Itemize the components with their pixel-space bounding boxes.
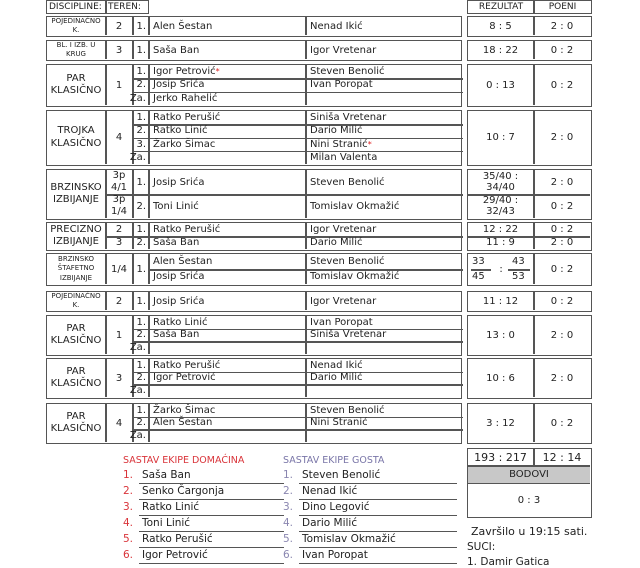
away-player-name: Nenad Ikić (310, 359, 363, 371)
result-block (467, 315, 592, 356)
judges-label: SUCI: (467, 541, 496, 553)
row-number: 1. (136, 20, 146, 32)
result-value: 29/40 : 32/43 (482, 195, 519, 217)
match-block (46, 253, 462, 286)
away-player: Tomislav Okmažić (310, 271, 400, 282)
teren-value: 2 (115, 223, 123, 235)
result-value: 35/40 : 34/40 (482, 171, 519, 193)
away-player (306, 151, 460, 164)
discipline-label: PAR KLASIČNO (50, 322, 102, 346)
roster-player (283, 516, 457, 532)
discipline-label: BRZINSKO ŠTAFETNO IZBIJANJE (57, 255, 95, 282)
home-player-name: Josip Srića (153, 79, 205, 91)
home-player (149, 41, 305, 59)
row-number: 1. (136, 404, 146, 416)
home-player (149, 124, 305, 137)
home-player-name: Žarko Šimac (153, 404, 216, 416)
player-number: 1. (283, 469, 294, 481)
row-number: 2. (136, 329, 146, 341)
home-player-name: Alen Šestan (153, 20, 213, 32)
home-player (149, 384, 305, 397)
result-block (467, 358, 592, 399)
home-player (149, 341, 305, 354)
totals-box (467, 448, 592, 518)
home-player: Ratko Perušić (153, 224, 221, 235)
away-player (306, 65, 460, 78)
match-block (46, 64, 462, 107)
home-player-name: Saša Ban (153, 44, 200, 56)
divider (471, 269, 491, 271)
total-points: 12 : 14 (542, 450, 582, 464)
roster-player (283, 548, 457, 564)
home-player (149, 316, 305, 329)
row-number: Za. (129, 430, 146, 442)
bodovi-value: 0 : 3 (517, 494, 541, 506)
away-player-name: Steven Benolić (310, 66, 385, 78)
result-value: 10 : 6 (486, 372, 515, 384)
player-name: Ratko Perušić (142, 533, 213, 545)
away-player (306, 41, 460, 59)
points-value: 2 : 0 (550, 132, 574, 143)
match-block (46, 110, 462, 166)
row-number: 2. (136, 125, 146, 137)
divider (508, 269, 530, 271)
substitution-marker: * (215, 67, 220, 77)
home-player (149, 329, 305, 342)
result-value: 11 : 9 (486, 237, 515, 248)
judge-1: 1. Damir Gatica (467, 556, 550, 568)
away-player (306, 92, 460, 105)
home-player (149, 404, 305, 417)
home-player: Josip Srića (153, 271, 205, 282)
discipline-label: BRZINSKO IZBIJANJE (50, 181, 102, 205)
result-away-top: 43 (512, 256, 525, 267)
result-value: 18 : 22 (482, 44, 519, 56)
home-player: Saša Ban (153, 237, 200, 248)
home-player (149, 292, 305, 310)
away-player-name: Dario Milić (310, 372, 363, 384)
home-player-name: Josip Srića (153, 295, 205, 307)
player-number: 2. (123, 485, 134, 497)
row-number: 1. (136, 295, 146, 307)
result-value: 10 : 7 (486, 132, 515, 143)
roster-player (283, 468, 457, 484)
home-player (149, 92, 305, 105)
away-player-name: Siniša Vretenar (310, 329, 387, 341)
roster-player (283, 532, 457, 548)
away-player-name: Igor Vretenar (310, 295, 377, 307)
points-value: 0 : 2 (550, 224, 574, 235)
home-player (149, 151, 305, 164)
away-player (306, 78, 460, 91)
away-player-name: Ivan Poropat (310, 316, 373, 328)
away-player (306, 341, 460, 354)
home-player-name: Ratko Linić (153, 316, 208, 328)
away-player: Steven Benolić (310, 256, 385, 267)
total-result: 193 : 217 (474, 450, 527, 464)
teren-value: 4 (115, 417, 123, 429)
away-player (306, 417, 460, 430)
player-number: 2. (283, 485, 294, 497)
row-number: 3. (136, 138, 146, 150)
roster-player (123, 532, 284, 548)
signature-line (299, 563, 457, 565)
player-name: Saša Ban (142, 469, 191, 481)
header-labels (46, 0, 149, 14)
result-value: 3 : 12 (486, 417, 515, 429)
row-number: Za. (129, 151, 146, 163)
discipline-label: PAR KLASIČNO (50, 365, 102, 389)
row-number: 1. (136, 44, 146, 56)
home-player-name: Saša Ban (153, 329, 200, 341)
points-value: 0 : 2 (550, 79, 574, 91)
home-player (149, 65, 305, 78)
points-value: 0 : 2 (550, 417, 574, 429)
away-player-name: Nini Stranić (310, 138, 368, 150)
row-number: 1. (136, 112, 146, 124)
teren-value: 4 (115, 132, 123, 143)
away-player (306, 17, 460, 35)
discipline-header: DISCIPLINE: (49, 2, 102, 12)
roster-player (123, 468, 284, 484)
bodovi-label: BODOVI (468, 467, 590, 483)
away-player (306, 111, 460, 124)
teren-value: 2 (115, 20, 123, 32)
away-player-name: Nini Stranić (310, 417, 368, 429)
home-roster-title: SASTAV EKIPE DOMAĆINA (123, 455, 245, 466)
result-separator: : (499, 263, 503, 275)
result-block (467, 16, 592, 37)
away-player-name: Milan Valenta (310, 151, 378, 163)
teren-value: 3p 4/1 (110, 170, 128, 193)
row-number: 1. (136, 66, 146, 78)
teren-value: 1 (115, 329, 123, 341)
match-block (46, 16, 462, 37)
away-player (306, 124, 460, 137)
away-player: Tomislav Okmažić (310, 200, 400, 212)
result-block (467, 169, 592, 220)
discipline-label: POJEDINAČNO K. (51, 291, 101, 309)
result-block (467, 222, 592, 251)
away-player (306, 359, 460, 372)
points-value: 0 : 2 (550, 295, 574, 307)
player-number: 1. (123, 469, 134, 481)
result-value: 8 : 5 (489, 20, 512, 32)
home-player: Josip Srića (153, 176, 205, 188)
player-name: Toni Linić (142, 517, 191, 529)
away-player-name: Nenad Ikić (310, 20, 363, 32)
player-name: Igor Petrović (142, 549, 208, 561)
match-block (46, 169, 462, 220)
match-block (46, 315, 462, 356)
teren-value: 1/4 (110, 263, 128, 275)
teren-value: 1 (115, 79, 123, 91)
away-player (306, 429, 460, 442)
discipline-label: PRECIZNO IZBIJANJE (50, 223, 102, 247)
away-player (306, 329, 460, 342)
result-home-top: 33 (472, 256, 485, 267)
away-player (306, 404, 460, 417)
poeni-header: POENI (548, 2, 577, 12)
match-block (46, 403, 462, 444)
match-block (46, 358, 462, 399)
away-roster-title: SASTAV EKIPE GOSTA (283, 455, 385, 466)
away-player-name: Siniša Vretenar (310, 112, 387, 124)
player-name: Nenad Ikić (302, 485, 358, 497)
home-player-name: Ratko Perušić (153, 112, 221, 124)
result-value: 13 : 0 (486, 329, 515, 341)
points-value: 0 : 2 (550, 44, 574, 56)
row-number: 1. (136, 316, 146, 328)
home-player (149, 78, 305, 91)
roster-player (123, 516, 284, 532)
away-player (306, 138, 460, 151)
result-block (467, 110, 592, 166)
home-player: Alen Šestan (153, 256, 213, 267)
player-number: 3. (283, 501, 294, 513)
result-value: 11 : 12 (482, 295, 519, 307)
home-player: Toni Linić (153, 200, 199, 212)
row-number: Za. (129, 342, 146, 354)
away-player (306, 384, 460, 397)
finish-time: Završilo u 19:15 sati. (471, 525, 588, 538)
points-value: 0 : 2 (550, 263, 574, 275)
roster-player (123, 500, 284, 516)
home-player-name: Jerko Rahelić (153, 92, 218, 104)
match-block (46, 40, 462, 61)
result-home-bottom: 45 (472, 271, 485, 282)
home-player-name: Alen Šestan (153, 417, 213, 429)
result-block (467, 403, 592, 444)
signature-line (139, 563, 284, 565)
teren-value: 3 (115, 372, 123, 384)
player-name: Steven Benolić (302, 469, 381, 481)
home-player (149, 138, 305, 151)
away-player-name: Steven Benolić (310, 404, 385, 416)
points-value: 2 : 0 (550, 20, 574, 32)
row-number: 2. (136, 372, 146, 384)
points-value: 2 : 0 (550, 329, 574, 341)
result-value: 0 : 13 (486, 79, 515, 91)
result-block (467, 253, 592, 286)
discipline-label: PAR KLASIČNO (50, 72, 102, 96)
points-value: 2 : 0 (550, 237, 574, 248)
roster-player (283, 484, 457, 500)
home-player (149, 429, 305, 442)
home-player-name: Ratko Perušić (153, 359, 221, 371)
row-number: 1. (136, 359, 146, 371)
away-player (306, 292, 460, 310)
player-name: Dino Legović (302, 501, 370, 513)
row-number: 1. (136, 263, 146, 275)
rezultat-header: REZULTAT (478, 2, 524, 12)
discipline-label: BL. I IZB. U KRUG (56, 40, 96, 58)
row-number: 1. (136, 176, 146, 188)
teren-value: 3 (115, 44, 123, 56)
roster-player (283, 500, 457, 516)
teren-value: 2 (115, 295, 123, 307)
away-player (306, 372, 460, 385)
away-player: Dario Milić (310, 237, 363, 248)
result-block (467, 291, 592, 312)
roster-player (123, 548, 284, 564)
player-name: Ivan Poropat (302, 549, 368, 561)
row-number: 2. (136, 200, 146, 212)
row-number: Za. (129, 385, 146, 397)
points-value: 2 : 0 (550, 176, 574, 188)
teren-header: TEREN: (108, 2, 141, 12)
result-away-bottom: 53 (512, 271, 525, 282)
row-number: 2. (136, 417, 146, 429)
home-player-name: Igor Petrović (153, 66, 216, 78)
match-block (46, 291, 462, 312)
result-value: 12 : 22 (482, 224, 519, 235)
player-name: Tomislav Okmažić (302, 533, 396, 545)
player-number: 6. (283, 549, 294, 561)
away-player: Igor Vretenar (310, 224, 377, 235)
home-player (149, 372, 305, 385)
player-number: 4. (123, 517, 134, 529)
result-header (467, 0, 592, 14)
away-player-name: Dario Milić (310, 125, 363, 137)
home-player (149, 417, 305, 430)
points-value: 2 : 0 (550, 372, 574, 384)
away-player-name: Ivan Poropat (310, 79, 373, 91)
home-player-name: Žarko Šimac (153, 138, 216, 150)
row-number: 2. (136, 79, 146, 91)
discipline-label: TROJKA KLASIČNO (50, 125, 102, 149)
home-player (149, 359, 305, 372)
away-player-name: Igor Vretenar (310, 44, 377, 56)
result-block (467, 40, 592, 61)
home-player-name: Ratko Linić (153, 125, 208, 137)
home-player (149, 111, 305, 124)
substitution-marker: * (367, 139, 372, 149)
teren-value: 3p 1/4 (110, 194, 128, 217)
points-value: 0 : 2 (550, 200, 574, 212)
away-player (306, 316, 460, 329)
home-player-name: Igor Petrović (153, 372, 216, 384)
discipline-label: POJEDINAČNO K. (51, 16, 101, 34)
player-name: Dario Milić (302, 517, 358, 529)
discipline-label: PAR KLASIČNO (50, 410, 102, 434)
home-player (149, 17, 305, 35)
player-number: 3. (123, 501, 134, 513)
row-number: 1. (136, 224, 146, 235)
match-block (46, 222, 462, 251)
player-number: 4. (283, 517, 294, 529)
player-name: Ratko Linić (142, 501, 200, 513)
result-block (467, 64, 592, 107)
player-number: 6. (123, 549, 134, 561)
player-number: 5. (283, 533, 294, 545)
away-player: Steven Benolić (310, 176, 385, 188)
player-name: Senko Čargonja (142, 485, 225, 497)
player-number: 5. (123, 533, 134, 545)
row-number: Za. (129, 92, 146, 104)
roster-player (123, 484, 284, 500)
row-number: 2. (136, 237, 146, 248)
teren-value: 3 (115, 236, 123, 248)
